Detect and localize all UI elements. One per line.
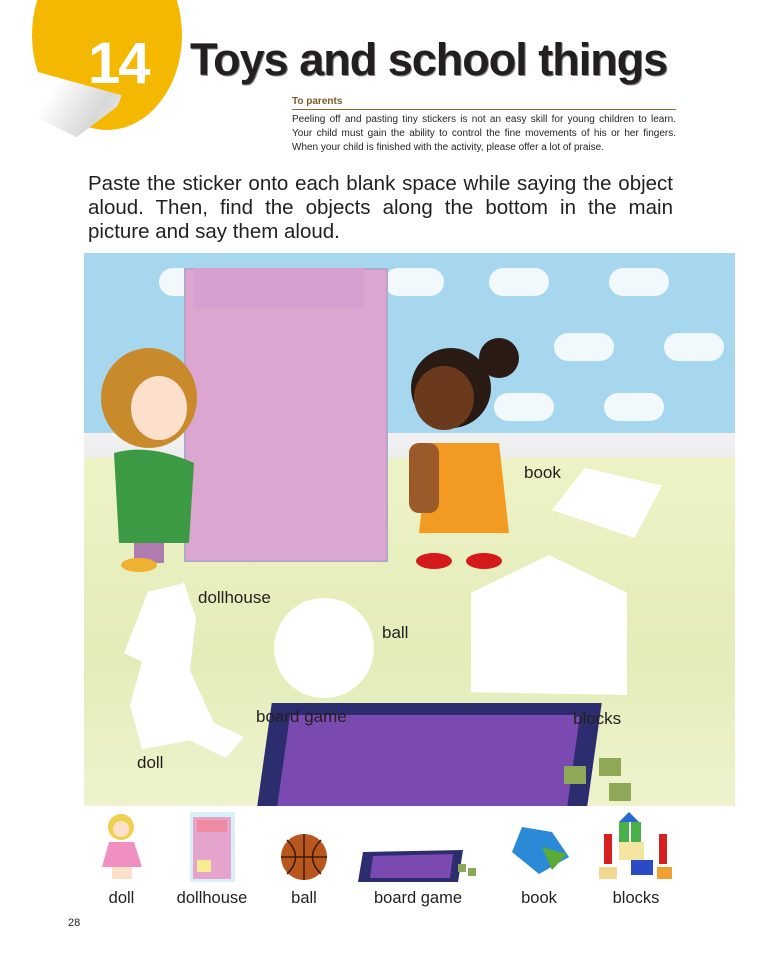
label-board-game: board game xyxy=(256,707,347,726)
page-title: Toys and school things xyxy=(190,34,668,85)
block-tiles-illustration xyxy=(564,758,654,806)
basketball-icon xyxy=(277,812,332,882)
parents-note-body: Peeling off and pasting tiny stickers is not an easy skill for young children to learn. Your child must gain the ability to control the fine movements of his or her fingers. When your child is finished with the activity, please offer a lot of praise. xyxy=(292,114,676,153)
doll-icon xyxy=(94,812,149,882)
cloud-icon xyxy=(604,393,664,421)
cloud-icon xyxy=(384,268,444,296)
sticker-reference-strip xyxy=(84,812,735,912)
sticker-dollhouse xyxy=(172,812,252,908)
cloud-icon xyxy=(664,333,724,361)
page-number: 28 xyxy=(68,917,81,929)
cloud-icon xyxy=(489,268,549,296)
label-ball: ball xyxy=(382,623,409,642)
cloud-icon xyxy=(554,333,614,361)
dollhouse-roof xyxy=(194,268,364,308)
girl-dark-hair-illustration xyxy=(389,333,519,573)
sticker-board-game xyxy=(352,812,484,908)
ball-sticker-blank[interactable] xyxy=(274,598,374,698)
sticker-label: blocks xyxy=(612,889,660,907)
sticker-book xyxy=(504,812,574,908)
sticker-label: ball xyxy=(291,889,317,907)
book-icon xyxy=(507,812,572,882)
parents-note xyxy=(292,96,676,155)
blocks-sticker-blank[interactable] xyxy=(471,555,627,695)
sticker-label: doll xyxy=(108,889,135,907)
sticker-doll xyxy=(84,812,159,908)
label-dollhouse: dollhouse xyxy=(198,588,271,607)
sticker-label: dollhouse xyxy=(176,889,248,907)
board-game-icon xyxy=(358,812,478,882)
blocks-icon xyxy=(599,812,674,882)
label-doll: doll xyxy=(137,753,164,772)
main-picture xyxy=(84,253,735,806)
girl-blonde-illustration xyxy=(94,343,204,573)
activity-instructions: Paste the sticker onto each blank space while saying the object aloud. Then, find the objects along the bottom in the main picture and say them aloud. xyxy=(88,172,673,243)
book-sticker-blank[interactable] xyxy=(552,468,662,538)
sticker-ball xyxy=(274,812,334,908)
sticker-blocks xyxy=(596,812,676,908)
parents-note-heading: To parents xyxy=(292,96,676,110)
doll-sticker-blank[interactable] xyxy=(124,583,244,758)
lesson-number: 14 xyxy=(88,31,149,96)
dollhouse-icon xyxy=(185,812,240,882)
cloud-icon xyxy=(609,268,669,296)
sticker-label: board game xyxy=(373,889,463,907)
label-blocks: blocks xyxy=(573,709,622,728)
sticker-label: book xyxy=(521,889,557,907)
dollhouse-illustration xyxy=(184,268,388,562)
label-book: book xyxy=(524,463,561,482)
